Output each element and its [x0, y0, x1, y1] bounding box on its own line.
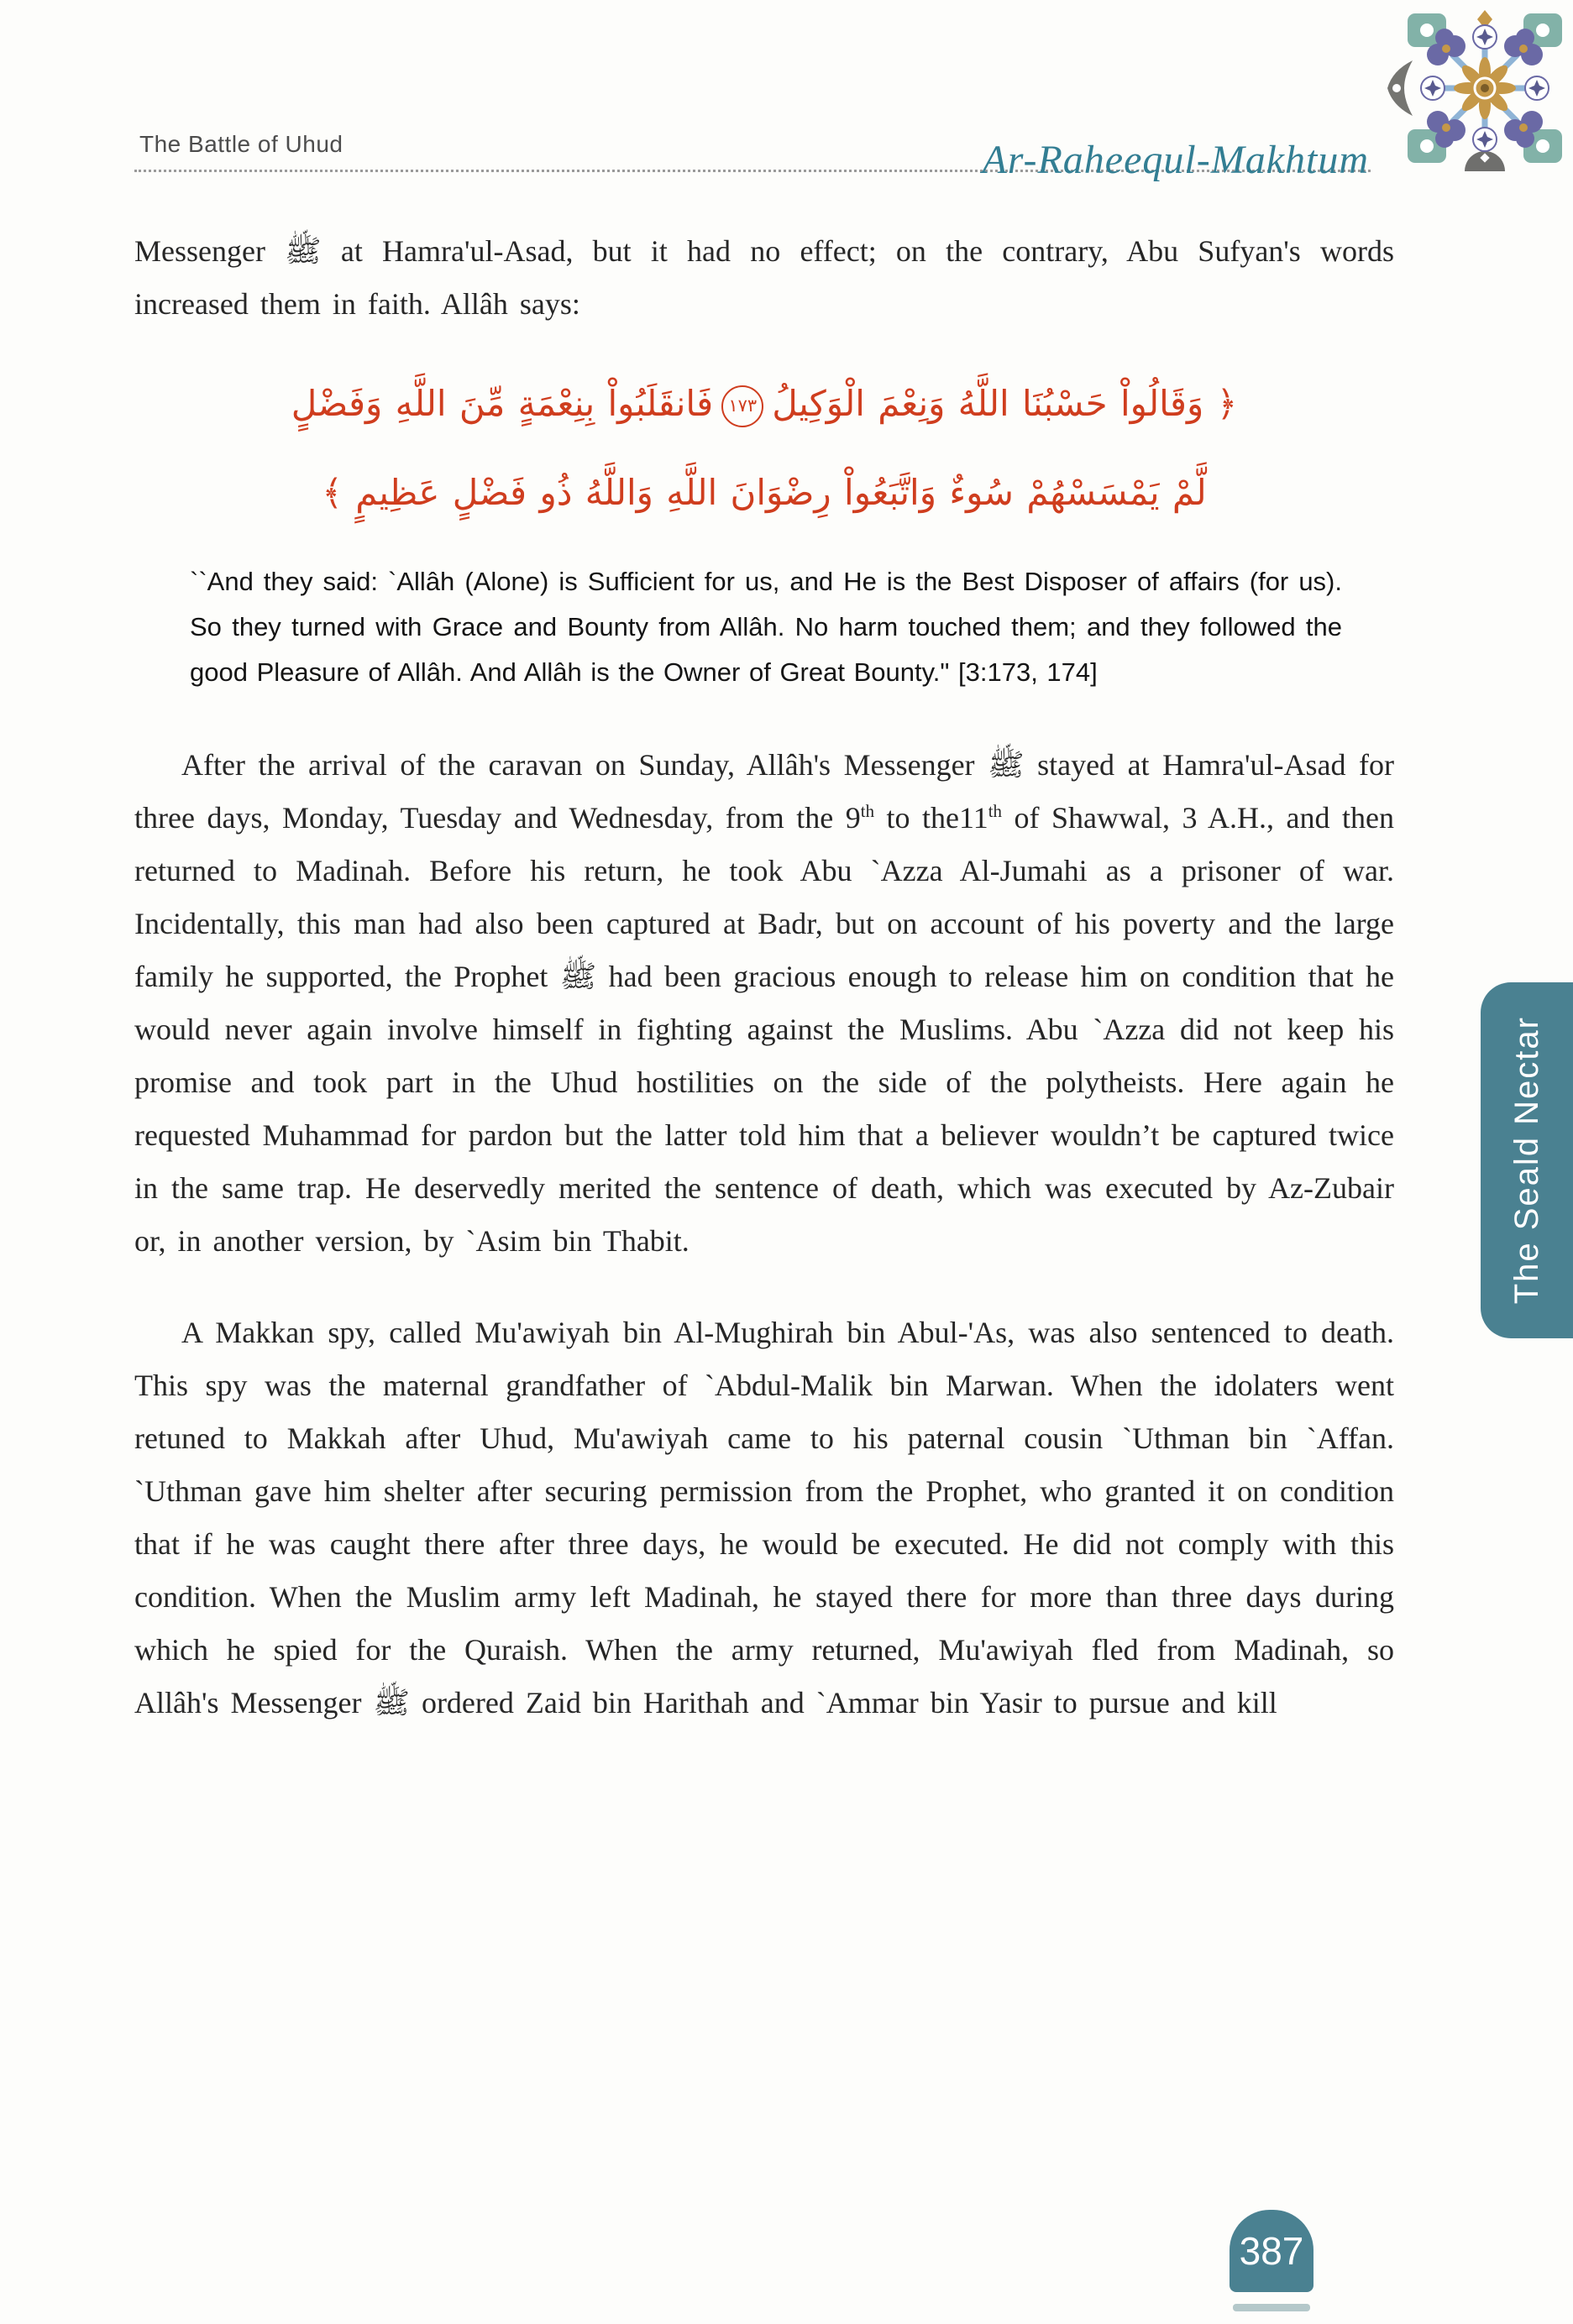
paragraph-2-text: to the11 [874, 801, 988, 835]
page-content [134, 225, 1394, 1730]
ordinal-superscript: th [860, 801, 875, 821]
verse-text-a: ﴿ وَقَالُواْ حَسْبُنَا اللَّهُ وَنِعْمَ الْوَكِيلُ [772, 383, 1238, 424]
side-tab-book-title [1481, 982, 1573, 1338]
book-title-script: Ar-Raheequl-Makhtum [982, 138, 1369, 182]
ordinal-superscript: th [988, 801, 1002, 821]
quran-verse-line-2: لَّمْ يَمْسَسْهُمْ سُوءٌ وَاتَّبَعُواْ رِضْوَانَ اللَّهِ وَاللَّهُ ذُو فَضْلٍ عَظِيمٍ ﴾ [322, 472, 1207, 513]
page-number: 387 [1239, 2229, 1304, 2273]
quran-verse [160, 359, 1369, 537]
chapter-title: The Battle of Uhud [139, 131, 343, 157]
paragraph-2 [134, 739, 1394, 1268]
islamic-geometric-ornament-icon [1384, 7, 1565, 171]
paragraph-2-text: After the arrival of the caravan on Sunday, Allâh's Messenger ﷺ stayed at Hamra'ul-Asad for three days, Monday, Tuesday and Wednesday, from the 9 [134, 748, 1394, 835]
page-header [134, 99, 1371, 182]
ayah-number: ١٧٣ [721, 385, 763, 427]
paragraph-1: Messenger ﷺ at Hamra'ul-Asad, but it had no effect; on the contrary, Abu Sufyan's words increased them in faith. Allâh says: [134, 234, 1394, 321]
verse-text-b: فَانقَلَبُواْ بِنِعْمَةٍ مِّنَ اللَّهِ وَفَضْلٍ [291, 383, 714, 424]
paragraph-3: A Makkan spy, called Mu'awiyah bin Al-Mughirah bin Abul-'As, was also sentenced to death. This spy was the maternal grandfather of `Abdul-Malik bin Marwan. When the idolaters went retuned to Makkah after Uhud, Mu'awiyah came to his paternal cousin `Uthman bin `Affan. `Uthman gave him shelter after securing permission from the Prophet, who granted it on condition that if he was caught there after three days, he would be executed. He did not comply with this condition. When the Muslim army left Madinah, he stayed there for more than three days during which he spied for the Quraish. When the army returned, Mu'awiyah fled from Madinah, so Allâh's Messenger ﷺ ordered Zaid bin Harithah and `Ammar bin Yasir to pursue and kill [134, 1316, 1394, 1719]
page-number-badge [1230, 2210, 1313, 2292]
quran-verse-line-1 [160, 359, 1369, 448]
paragraph-2-text: of Shawwal, 3 A.H., and then returned to Madinah. Before his return, he took Abu `Azza Al-Jumahi as a prisoner of war. Incidentally, this man had also been captured at Badr, but on account of his poverty and the large family he supported, the Prophet ﷺ had been gracious enough to release him on condition that he would never again involve himself in fighting against the Muslims. Abu `Azza did not keep his promise and took part in the Uhud hostilities on the side of the polytheists. Here again he requested Muhammad for pardon but the latter told him that a believer wouldn’t be captured twice in the same trap. He deservedly merited the sentence of death, which was executed by Az-Zubair or, in another version, by `Asim bin Thabit. [134, 801, 1394, 1258]
page-badge-underline [1233, 2304, 1310, 2311]
verse-translation: ``And they said: `Allâh (Alone) is Sufficient for us, and He is the Best Disposer of affairs (for us). So they turned with Grace and Bounty from Allâh. No harm touched them; and they followed the good Pleasure of Allâh. And Allâh is the Owner of Great Bounty." [3:173, 174] [190, 567, 1342, 687]
side-tab-label: The Seald Nectar [1507, 1016, 1545, 1305]
